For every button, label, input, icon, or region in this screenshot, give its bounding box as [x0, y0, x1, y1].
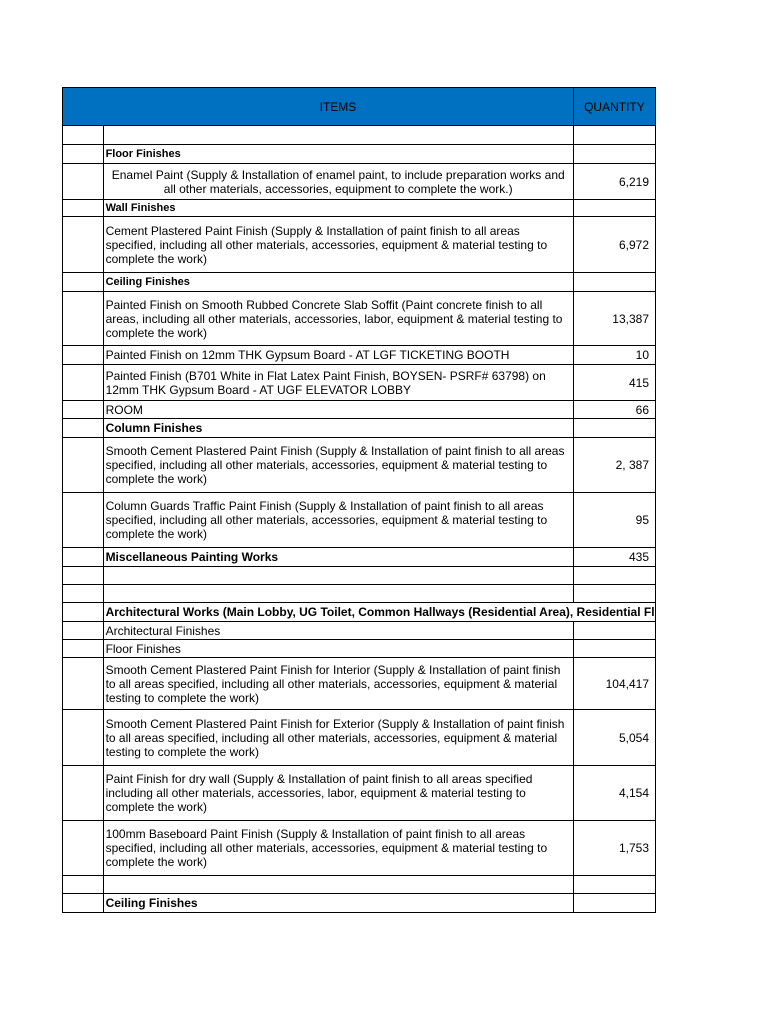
- item-quantity: 13,387: [573, 292, 655, 346]
- item-quantity: 4,154: [573, 766, 655, 821]
- item-quantity: 6,972: [573, 217, 655, 273]
- item-description: Enamel Paint (Supply & Installation of enamel paint, to include preparation works and all other materials, accessories, equipment to complete the work.): [103, 164, 573, 200]
- item-quantity: 95: [573, 493, 655, 548]
- table-row: [63, 365, 656, 401]
- table-row: [63, 640, 656, 658]
- section-row: [63, 145, 656, 164]
- item-description: 100mm Baseboard Paint Finish (Supply & Installation of paint finish to all areas specified, including all other materials, accessories, equipment & material testing to complete the work): [103, 821, 573, 876]
- item-quantity: 10: [573, 346, 655, 365]
- table-row: [63, 346, 656, 365]
- item-description: Painted Finish (B701 White in Flat Latex Paint Finish, BOYSEN- PSRF# 63798) on 12mm THK Gypsum Board - AT UGF ELEVATOR LOBBY: [103, 365, 573, 401]
- item-quantity: 2, 387: [573, 438, 655, 493]
- quantity-header: QUANTITY: [573, 88, 655, 126]
- section-row: [63, 894, 656, 913]
- table-row: [63, 876, 656, 894]
- table-row: [63, 217, 656, 273]
- item-quantity: 6,219: [573, 164, 655, 200]
- item-description: Column Guards Traffic Paint Finish (Supply & Installation of paint finish to all areas specified, including all other materials, accessories, equipment & material testing to complete the work): [103, 493, 573, 548]
- item-description: Painted Finish on Smooth Rubbed Concrete Slab Soffit (Paint concrete finish to all areas, including all other materials, accessories, labor, equipment & material testing to complete the work): [103, 292, 573, 346]
- section-label: Ceiling Finishes: [103, 894, 573, 913]
- table-row: [63, 710, 656, 766]
- section-row: [63, 200, 656, 217]
- table-row: [63, 164, 656, 200]
- header-blank-cell: [63, 88, 104, 126]
- table-row: [63, 126, 656, 145]
- item-description: Smooth Cement Plastered Paint Finish for Interior (Supply & Installation of paint finish to all areas specified, including all other materials, accessories, equipment & material testing to complete the work): [103, 658, 573, 710]
- section-label: Column Finishes: [103, 419, 573, 438]
- item-quantity: 1,753: [573, 821, 655, 876]
- section-label: Architectural Works (Main Lobby, UG Toilet, Common Hallways (Residential Area), Residential Fl: [103, 603, 655, 622]
- item-description: Cement Plastered Paint Finish (Supply & Installation of paint finish to all areas specified, including all other materials, accessories, equipment & material testing to complete the work): [103, 217, 573, 273]
- table-row: [63, 567, 656, 585]
- table-row: [63, 622, 656, 640]
- table-row: [63, 438, 656, 493]
- table-row: [63, 658, 656, 710]
- section-row: [63, 548, 656, 567]
- section-label: Wall Finishes: [103, 200, 573, 217]
- item-quantity: 104,417: [573, 658, 655, 710]
- section-label: Miscellaneous Painting Works: [103, 548, 573, 567]
- table-row: [63, 821, 656, 876]
- section-label: Floor Finishes: [103, 145, 573, 164]
- table-row: [63, 401, 656, 419]
- item-description: Paint Finish for dry wall (Supply & Installation of paint finish to all areas specified including all other materials, accessories, labor, equipment & material testing to complete the work): [103, 766, 573, 821]
- table-row: [63, 493, 656, 548]
- header-row: [63, 88, 656, 126]
- section-row: [63, 603, 656, 622]
- section-row: [63, 273, 656, 292]
- items-header: ITEMS: [103, 88, 573, 126]
- table-row: [63, 766, 656, 821]
- item-description: Painted Finish on 12mm THK Gypsum Board - AT LGF TICKETING BOOTH: [103, 346, 573, 365]
- item-description: ROOM: [103, 401, 573, 419]
- item-description: Smooth Cement Plastered Paint Finish for Exterior (Supply & Installation of paint finish to all areas specified, including all other materials, accessories, equipment & material testing to complete the work): [103, 710, 573, 766]
- item-description: Architectural Finishes: [103, 622, 573, 640]
- item-description: Smooth Cement Plastered Paint Finish (Supply & Installation of paint finish to all areas specified, including all other materials, accessories, equipment & material testing to complete the work): [103, 438, 573, 493]
- section-row: [63, 419, 656, 438]
- section-label: Ceiling Finishes: [103, 273, 573, 292]
- item-quantity: 415: [573, 365, 655, 401]
- table-row: [63, 585, 656, 603]
- table-row: [63, 292, 656, 346]
- item-description: Floor Finishes: [103, 640, 573, 658]
- item-quantity: 66: [573, 401, 655, 419]
- item-quantity: 435: [573, 548, 655, 567]
- quantity-sheet-table: [62, 87, 656, 913]
- item-quantity: 5,054: [573, 710, 655, 766]
